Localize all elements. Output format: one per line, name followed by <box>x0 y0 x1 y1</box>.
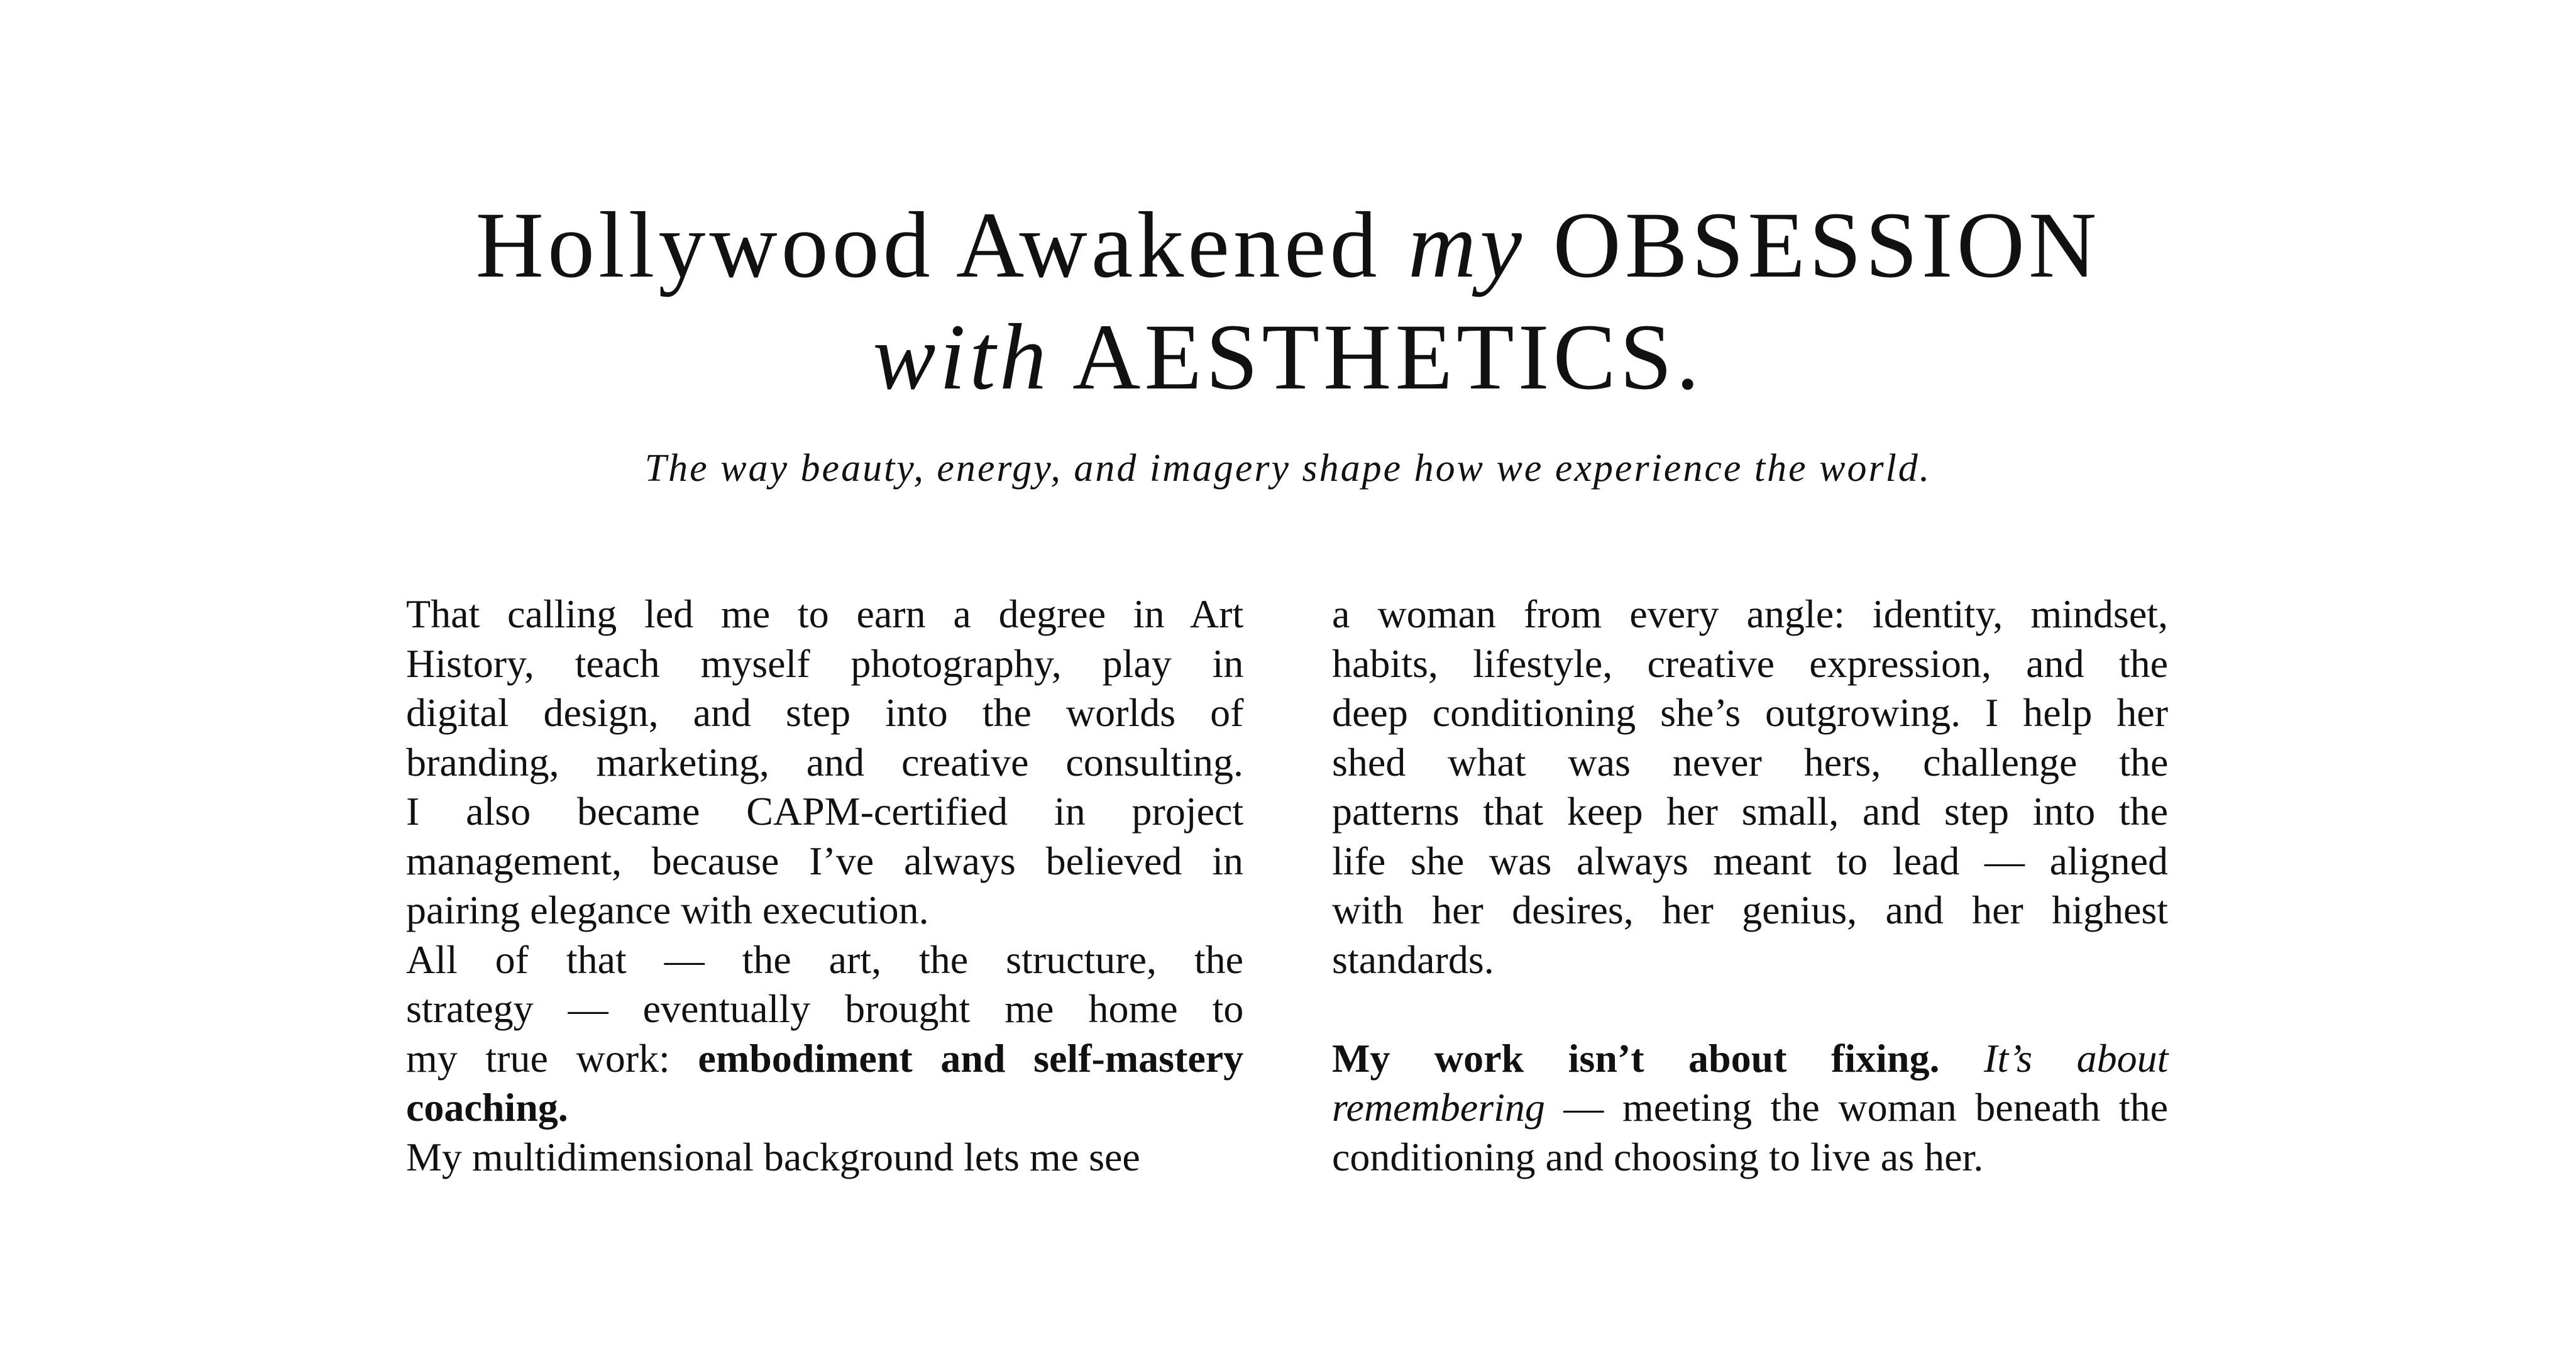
body-line: I also became CAPM-certified in project <box>406 789 1244 834</box>
title-italic-word: my <box>1408 193 1526 297</box>
body-line: strategy — eventually brought me home to <box>406 986 1244 1031</box>
body-line: habits, lifestyle, creative expression, and the <box>1332 641 2168 686</box>
body-line: coaching. <box>406 1085 568 1130</box>
body-line: All of that — the art, the structure, the <box>406 937 1244 982</box>
subtitle: The way beauty, energy, and imagery shape how we experience the world. <box>644 447 1932 490</box>
emphasis-bold: My work isn’t about fixing. <box>1332 1035 1940 1081</box>
body-text: — meeting the woman beneath the <box>1544 1085 2168 1130</box>
body-line: branding, marketing, and creative consulting. <box>406 739 1243 785</box>
body-line: shed what was never hers, challenge the <box>1332 739 2169 785</box>
closing-line-2 <box>1332 1083 2168 1133</box>
right-column <box>1332 590 2168 1182</box>
title-text: AESTHETICS. <box>1050 305 1704 409</box>
title-line-1 <box>0 189 2576 302</box>
body-line: pairing elegance with execution. <box>406 888 929 932</box>
left-column <box>406 590 1243 1182</box>
emphasis-italic: It’s about <box>1984 1035 2169 1081</box>
title-text: OBSESSION <box>1525 193 2101 297</box>
body-line: That calling led me to earn a degree in Art <box>406 592 1244 636</box>
body-line <box>406 1034 1243 1084</box>
closing-line-3: conditioning and choosing to live as her. <box>1332 1134 1984 1179</box>
body-line: standards. <box>1332 937 1494 982</box>
body-line: with her desires, her genius, and her highest <box>1332 888 2169 932</box>
paragraph-spacer <box>1332 984 2168 1034</box>
body-line: life she was always meant to lead — aligned <box>1332 838 2168 883</box>
body-line: My multidimensional background lets me see <box>406 1134 1140 1179</box>
body-line: a woman from every angle: identity, mindset, <box>1332 592 2168 636</box>
body-line: patterns that keep her small, and step into the <box>1332 789 2168 834</box>
body-line: History, teach myself photography, play in <box>406 641 1244 686</box>
title-italic-word: with <box>872 305 1050 409</box>
title-text: Hollywood Awakened <box>475 193 1409 297</box>
emphasis-bold: embodiment and self-mastery <box>698 1035 1244 1081</box>
body-text: my true work: <box>406 1035 698 1081</box>
title-line-2 <box>0 300 2576 414</box>
emphasis-italic: remembering <box>1332 1085 1545 1130</box>
body-line: deep conditioning she’s outgrowing. I help her <box>1332 690 2168 735</box>
closing-line-1 <box>1332 1034 2168 1084</box>
body-line: digital design, and step into the worlds of <box>406 690 1244 735</box>
body-line: management, because I’ve always believed in <box>406 838 1243 883</box>
